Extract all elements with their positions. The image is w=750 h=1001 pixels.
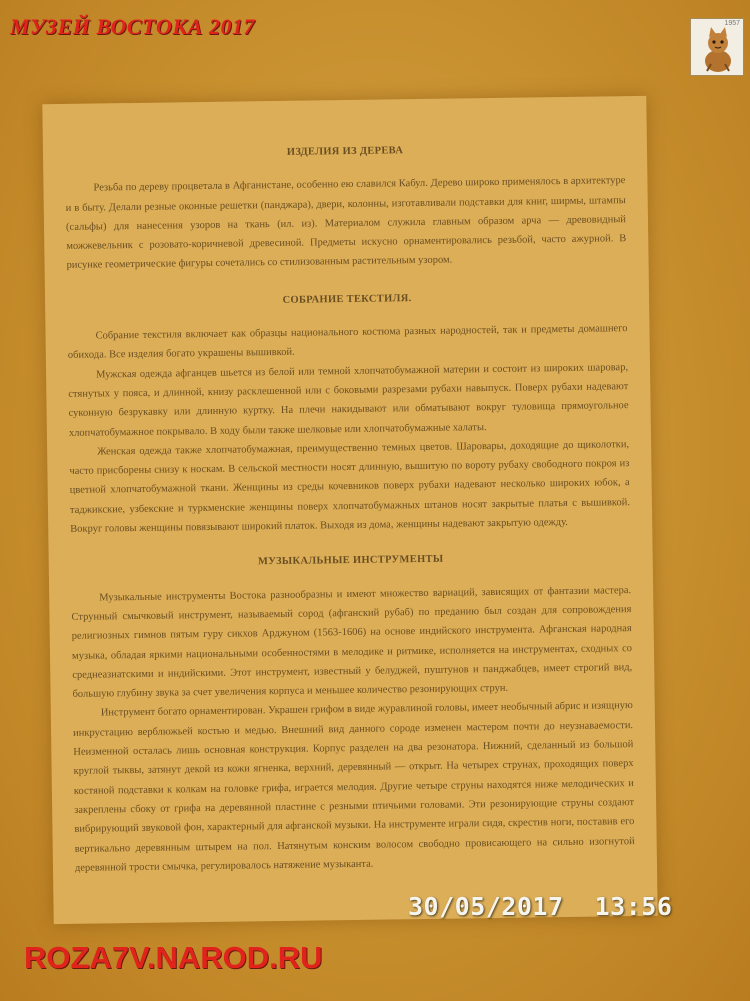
watermark-top: МУЗЕЙ ВОСТОКА 2017 — [10, 14, 255, 39]
document-text — [65, 134, 636, 904]
paragraph: Резьба по дереву процветала в Афганистане, особенно ею славился Кабул. Дерево широко применялось в архитектуре и в быту. Делали резные оконные решетки (панджара), двери, колонны, изготавливали подставки для книг, ширмы, штампы (сальфы) для нанесения узоров на ткань (ил. из). Материалом служила главным образом арча — древовидный можжевельник с розовато-коричневой древесиной. Предметы искусно орнаментировались резьбой, часто ажурной. В рисунке геометрические фигуры сочетались со стилизованным растительным узором. — [65, 175, 627, 272]
paragraph: Мужская одежда афганцев шьется из белой или темной хлопчатобумажной материи и состоит из широких шаровар, стянутых у пояса, и длинной, книзу расклешенной или с боковыми разрезами рубахи навыпуск. Поверх рубахи надевают суконную безрукавку или длинную куртку. На плечи накидывают или обматывают вокруг туловища прямоугольное хлопчатобумажное покрывало. В ходу были также шелковые или хлопчатобумажные халаты. — [68, 361, 629, 439]
watermark-bottom: ROZA7V.NAROD.RU — [24, 940, 323, 975]
paragraph: Женская одежда также хлопчатобумажная, преимущественно темных цветов. Шаровары, доходящие до щиколотки, часто присборены снизу к носкам. В сельской местности носят длинную, вышитую по вороту рубаху свободного покроя из цветной хлопчатобумажной ткани. Женщины из среды кочевников поверх рубахи надевают несколько широких юбок, а таджикские, узбекские и туркменские женщины поверх хлопчатобумажных штанов носят закрытые платья с вышивкой. Вокруг головы женщины повязывают широкий платок. Выходя из дома, женщины надевают закрытую одежду. — [69, 438, 630, 535]
section-title-music: МУЗЫКАЛЬНЫЕ ИНСТРУМЕНТЫ — [257, 554, 444, 568]
photo-timestamp — [408, 892, 672, 921]
timestamp-date: 30/05/2017 — [408, 892, 564, 921]
document-sheet — [42, 96, 657, 924]
paragraph: Инструмент богато орнаментирован. Украшен грифом в виде журавлиной головы, имеет необычный абрис и изящную инкрустацию верблюжьей костью и медью. Внешний вид данного сороде изменен мастером почти до неузнаваемости. Неизменной осталась лишь основная конструкция. Корпус разделен на два резонатора. Нижний, сделанный из большой круглой тыквы, затянут декой из кожи ягненка, верхний, деревянный — открыт. На четырех струнах, проходящих поверх костяной подставки к колкам на головке грифа, играется мелодия. Другие четыре струны находятся ниже мелодических и закреплены сбоку от грифа на деревянной пластине с резными птичьими головами. Эти резонирующие струны создают вибрирующий звуковой фон, характерный для афганской музыки. На инструменте играли сидя, скрестив ноги, поставив его вертикально деревянным штырем на пол. Натянутым конским волосом свободно провисающего на сильно изогнутой деревянной трости смычка, регулировалось натяжение музыканта. — [73, 700, 635, 874]
cat-icon — [691, 19, 745, 77]
corner-badge — [690, 18, 744, 76]
section-title-wood: ИЗДЕЛИЯ ИЗ ДЕРЕВА — [286, 145, 404, 158]
badge-year: 1957 — [724, 20, 740, 27]
timestamp-time: 13:56 — [594, 892, 673, 921]
paragraph: Собрание текстиля включает как образцы национального костюма разных народностей, так и предметы домашнего обихода. Все изделия богато украшены вышивкой. — [67, 323, 628, 362]
section-title-textile: СОБРАНИЕ ТЕКСТИЛЯ. — [282, 292, 412, 306]
paragraph: Музыкальные инструменты Востока разнообразны и имеют множество вариаций, зависящих от фантазии мастера. Струнный смычковый инструмент, называемый сород (афганский рубаб) по преданию был создан для сопровождения религиозных гимнов пятым гуру сикхов Арджуном (1563-1606) на основе индийского инструмента. Афганская народная музыка, обладая яркими национальными особенностями в мелодике и ритмике, исполняется на инструментах, сходных со среднеазиатскими и индийскими. Этот инструмент, известный у белуджей, пуштунов и панджабцев, имеет строгий вид, большую глубину звука за счет увеличения корпуса и меньшее количество резонирующих струн. — [71, 584, 633, 701]
